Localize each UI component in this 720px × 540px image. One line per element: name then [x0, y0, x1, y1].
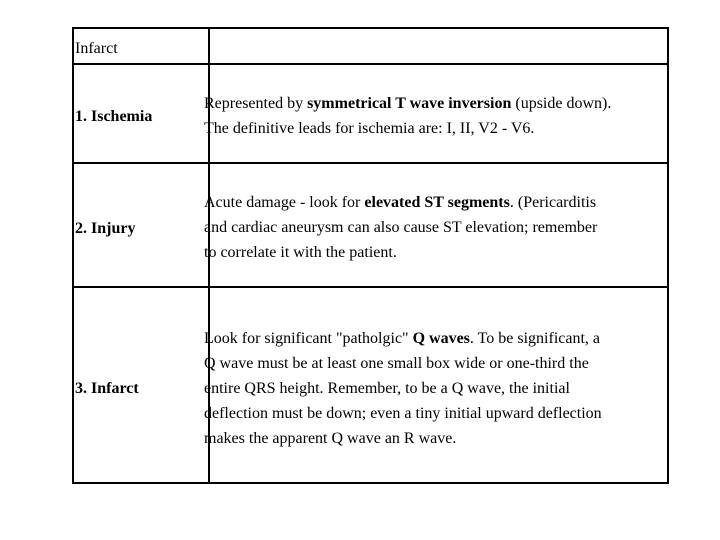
- text-run: (upside down).: [511, 95, 612, 112]
- table-header-title: Infarct: [75, 40, 118, 57]
- description-line: [204, 215, 597, 240]
- row-label-injury: 2. Injury: [75, 220, 136, 237]
- description-line: [204, 401, 602, 426]
- description-line: [204, 326, 602, 351]
- row-description-injury: [204, 190, 597, 265]
- row-divider: [74, 162, 667, 164]
- text-run: entire QRS height. Remember, to be a Q wave, the initial: [204, 380, 570, 397]
- description-line: [204, 240, 597, 265]
- text-run: . To be significant, a: [469, 330, 601, 347]
- text-run: Acute damage - look for: [204, 194, 365, 211]
- text-run: . (Pericarditis: [509, 194, 597, 211]
- description-line: [204, 116, 611, 141]
- text-run: makes the apparent Q wave an R wave.: [204, 430, 457, 447]
- text-run: Q wave must be at least one small box wide or one-third the: [204, 355, 589, 372]
- row-divider: [74, 286, 667, 288]
- row-label-infarct: 3. Infarct: [75, 380, 139, 397]
- row-divider: [74, 63, 667, 65]
- description-line: [204, 376, 602, 401]
- text-run: The definitive leads for ischemia are: I, II, V2 - V6.: [204, 120, 535, 137]
- text-run: to correlate it with the patient.: [204, 244, 397, 261]
- text-run: and cardiac aneurysm can also cause ST elevation; remember: [204, 219, 598, 236]
- description-line: [204, 190, 597, 215]
- text-run: Represented by: [204, 95, 308, 112]
- text-run: Look for significant "patholgic": [204, 330, 413, 347]
- row-label-ischemia: 1. Ischemia: [75, 108, 153, 125]
- description-line: [204, 351, 602, 376]
- description-line: [204, 426, 602, 451]
- bold-term: elevated ST segments: [364, 194, 510, 211]
- row-description-infarct: [204, 326, 602, 451]
- text-run: deflection must be down; even a tiny initial upward deflection: [204, 405, 602, 422]
- bold-term: Q waves: [412, 330, 470, 347]
- bold-term: symmetrical T wave inversion: [307, 95, 512, 112]
- row-description-ischemia: [204, 91, 611, 141]
- description-line: [204, 91, 611, 116]
- infarct-table: [72, 27, 669, 484]
